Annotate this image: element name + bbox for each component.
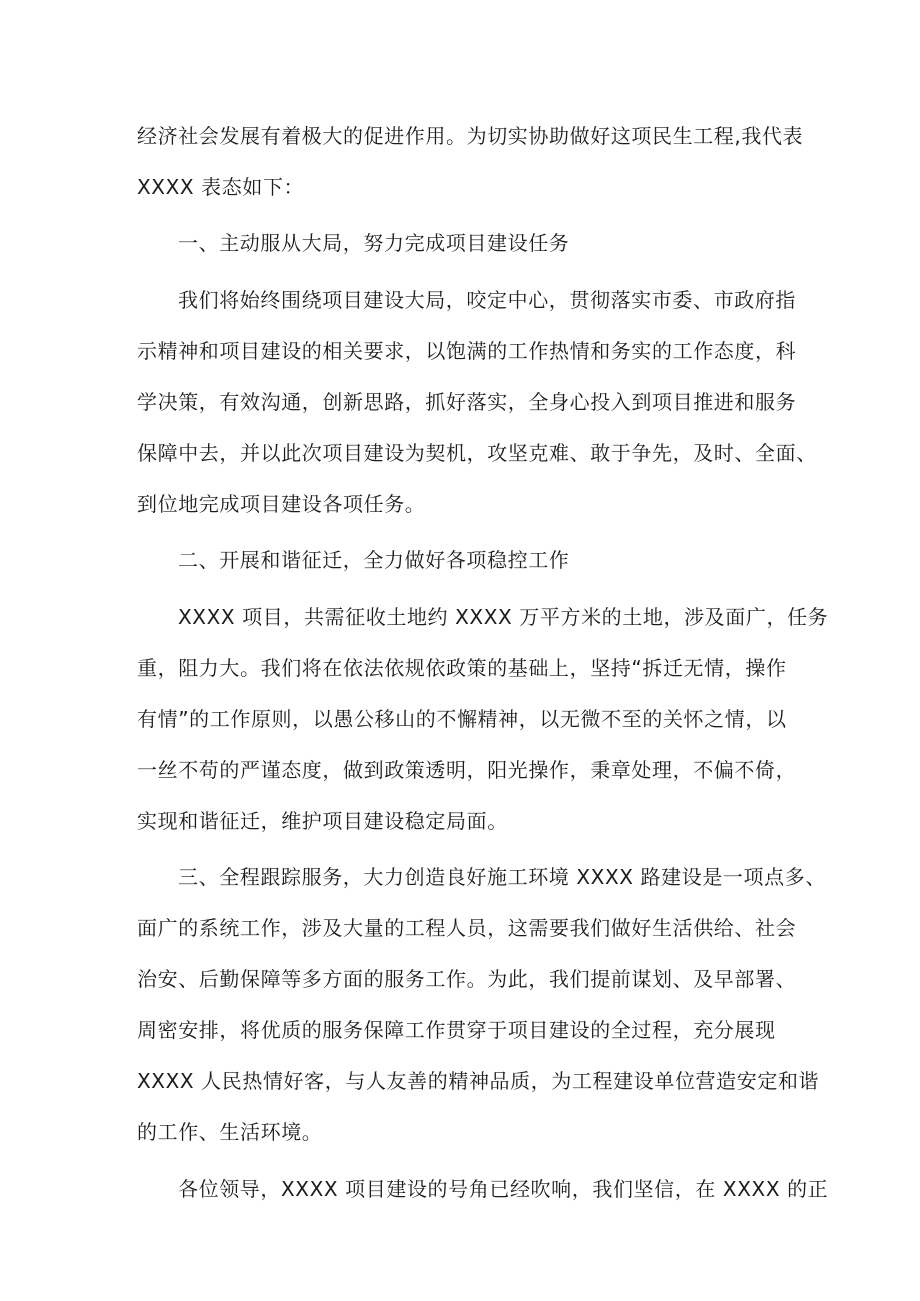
section-heading: 二、开展和谐征迁，全力做好各项稳控工作 xyxy=(178,548,570,572)
text-line: XXXX 项目，共需征收土地约 XXXX 万平方米的土地，涉及面广，任务 xyxy=(178,605,829,629)
text-line: 保障中去，并以此次项目建设为契机，攻坚克难、敢于争先，及时、全面、 xyxy=(137,441,817,465)
section-heading: 三、全程跟踪服务，大力创造良好施工环境 XXXX 路建设是一项点多、 xyxy=(178,865,826,889)
text-line: 学决策，有效沟通，创新思路，抓好落实，全身心投入到项目推进和服务 xyxy=(137,390,797,414)
text-line: 到位地完成项目建设各项任务。 xyxy=(137,492,426,516)
text-line: 实现和谐征迁，维护项目建设稳定局面。 xyxy=(137,809,508,833)
text-line: 各位领导，XXXX 项目建设的号角已经吹响，我们坚信，在 XXXX 的正 xyxy=(178,1177,829,1201)
text-line: 面广的系统工作，涉及大量的工程人员，这需要我们做好生活供给、社会 xyxy=(137,916,797,940)
text-line: 一丝不苟的严谨态度，做到政策透明，阳光操作，秉章处理，不偏不倚， xyxy=(137,758,797,782)
text-line: 我们将始终围绕项目建设大局，咬定中心，贯彻落实市委、市政府指 xyxy=(178,288,796,312)
text-line: XXXX 人民热情好客，与人友善的精神品质，为工程建设单位营造安定和谐 xyxy=(137,1069,820,1093)
text-line: 周密安排，将优质的服务保障工作贯穿于项目建设的全过程，充分展现 xyxy=(137,1018,776,1042)
text-line: 示精神和项目建设的相关要求，以饱满的工作热情和务实的工作态度，科 xyxy=(137,339,797,363)
text-line: 的工作、生活环境。 xyxy=(137,1120,323,1144)
text-line: 重，阻力大。我们将在依法依规依政策的基础上，坚持“拆迁无情，操作 xyxy=(137,656,787,680)
text-line: XXXX 表态如下： xyxy=(137,175,305,199)
text-line: 治安、后勤保障等多方面的服务工作。为此，我们提前谋划、及早部署、 xyxy=(137,967,797,991)
text-line: 经济社会发展有着极大的促进作用。为切实协助做好这项民生工程,我代表 xyxy=(137,124,804,148)
text-line: 有情”的工作原则，以愚公移山的不懈精神，以无微不至的关怀之情，以 xyxy=(137,707,787,731)
section-heading: 一、主动服从大局，努力完成项目建设任务 xyxy=(178,231,570,255)
